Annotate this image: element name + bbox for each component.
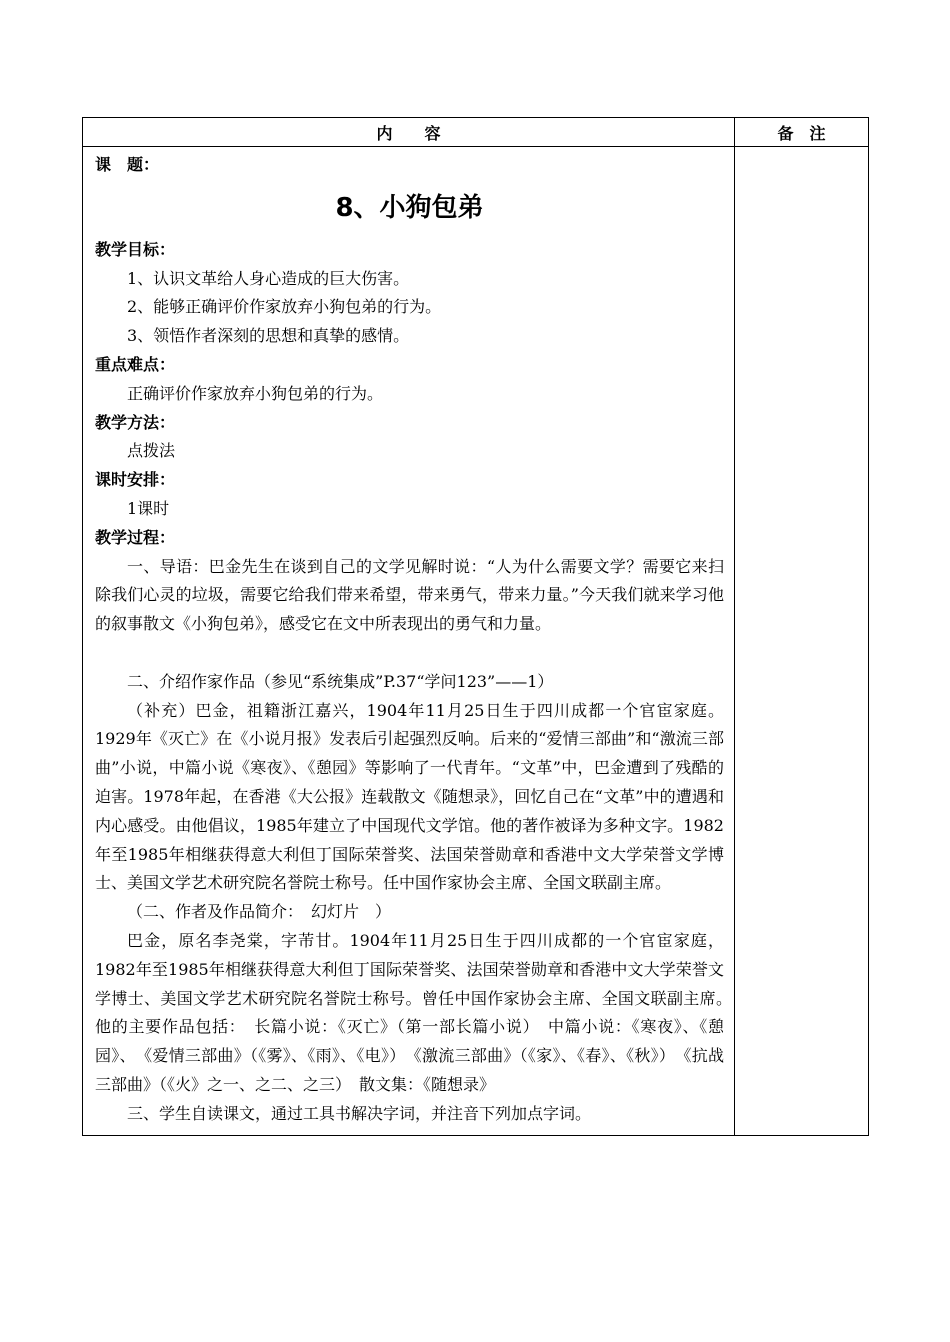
goal-item: 2、能够正确评价作家放弃小狗包弟的行为。	[127, 297, 442, 317]
table-body-row	[83, 147, 869, 1136]
process-intro-paragraph: 一、导语：巴金先生在谈到自己的文学见解时说：“人为什么需要文学？需要它来扫除我们心灵的垃圾，需要它给我们带来希望，带来勇气，带来力量。”今天我们就来学习他的叙事散文《小狗包弟》，感受它在文中所表现出的勇气和力量。	[95, 556, 724, 634]
author-supplement-paragraph: （补充）巴金，祖籍浙江嘉兴，1904年11月25日生于四川成都一个官宦家庭。1929年《灭亡》在《小说月报》发表后引起强烈反响。后来的“爱情三部曲”和“激流三部曲”小说，中篇小说《寒夜》、《憩园》等影响了一代青年。“文革”中，巴金遭到了残酷的迫害。1978年起，在香港《大公报》连载散文《随想录》，回忆自己在“文革”中的遭遇和内心感受。由他倡议，1985年建立了中国现代文学馆。他的著作被译为多种文字。1982年至1985年相继获得意大利但丁国际荣誉奖、法国荣誉勋章和香港中文大学荣誉文学博士、美国文学艺术研究院名誉院士称号。任中国作家协会主席、全国文联副主席。	[95, 700, 724, 893]
hours-label: 课时安排：	[95, 470, 176, 490]
content-column-header: 内 容	[83, 118, 735, 147]
goal-item: 3、领悟作者深刻的思想和真挚的感情。	[127, 326, 410, 346]
method-text: 点拨法	[127, 441, 176, 461]
author-intro-heading: （二、作者及作品简介： 幻灯片 ）	[127, 902, 392, 922]
goal-item: 1、认识文革给人身心造成的巨大伤害。	[127, 268, 410, 288]
notes-column-header: 备 注	[735, 118, 869, 147]
table-header-row	[83, 118, 869, 147]
method-label: 教学方法：	[95, 412, 176, 432]
goals-label: 教学目标：	[95, 239, 176, 259]
lesson-title: 8、小狗包弟	[335, 192, 484, 223]
process-section-heading: 二、介绍作家作品（参见“系统集成”P.37“学问123”——1）	[127, 671, 554, 691]
lesson-body	[83, 147, 741, 1135]
author-works-paragraph: 巴金，原名李尧棠，字芾甘。1904年11月25日生于四川成都的一个官宦家庭，1982年至1985年相继获得意大利但丁国际荣誉奖、法国荣誉勋章和香港中文大学荣誉文学博士、美国文学艺术研究院名誉院士称号。曾任中国作家协会主席、全国文联副主席。 他的主要作品包括： 长篇小说：《灭亡》（第一部长篇小说） 中篇小说：《寒夜》、《憩园》、 《爱情三部曲》（《雾》、《雨》、《电》） 《激流三部曲》（《家》、《春》、《秋》） 《抗战三部曲》（《火》之一、之二、之三） 散文集：《随想录》	[95, 930, 741, 1094]
focus-label: 重点难点：	[95, 354, 176, 374]
hours-text: 1课时	[127, 498, 170, 518]
blank-line	[95, 639, 724, 668]
process-label: 教学过程：	[95, 527, 176, 547]
topic-label: 课 题：	[95, 155, 160, 174]
lesson-plan-table	[82, 117, 869, 1136]
notes-cell	[735, 147, 869, 1136]
content-cell	[83, 147, 741, 1136]
self-study-paragraph: 三、学生自读课文，通过工具书解决字词，并注音下列加点字词。	[127, 1103, 592, 1123]
focus-text: 正确评价作家放弃小狗包弟的行为。	[127, 383, 384, 403]
